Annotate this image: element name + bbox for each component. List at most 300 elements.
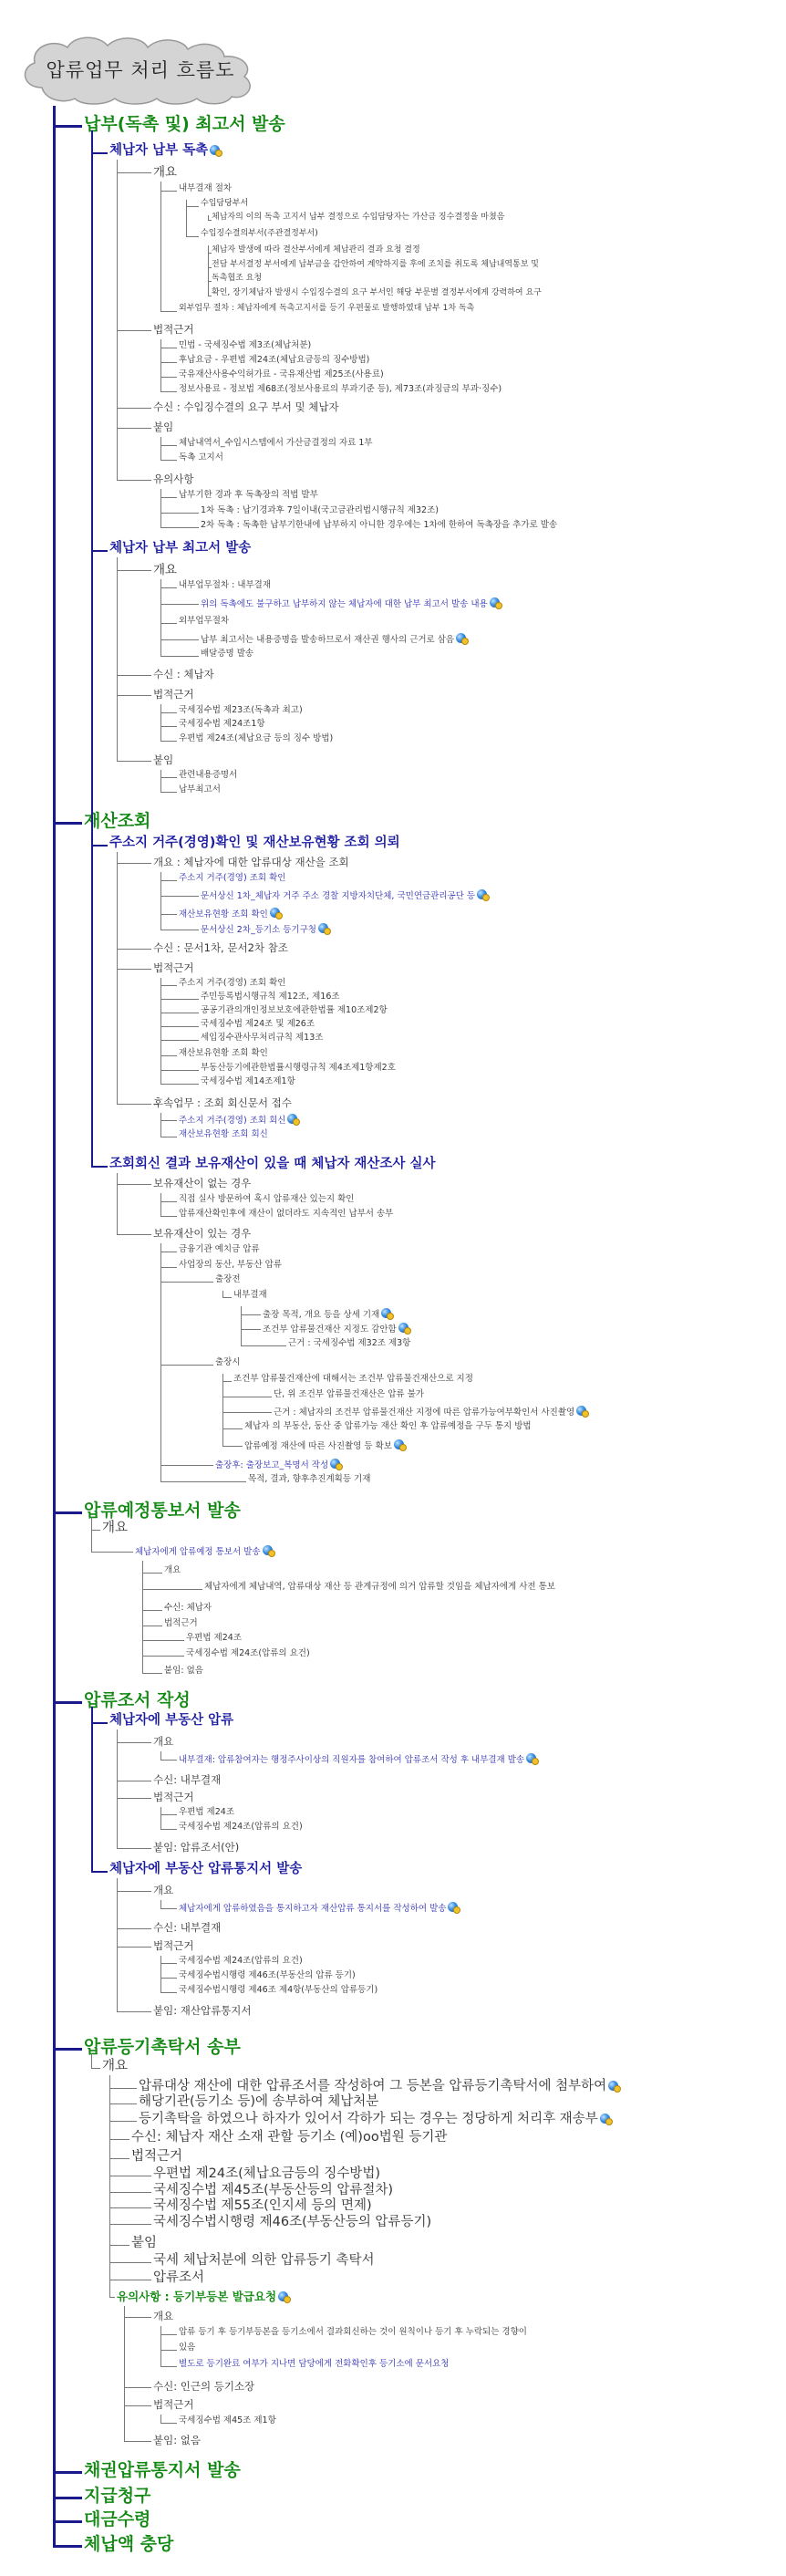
branch-connector-line <box>117 480 151 481</box>
branch-connector-line <box>160 704 161 741</box>
branch-connector-line <box>160 741 177 742</box>
branch-connector-line <box>109 2088 137 2089</box>
node-n35 <box>179 706 303 715</box>
node-label: 체납자에게 체납내역, 압류대상 재산 등 관계규정에 의거 압류할 것임을 체납자에게 사전 통보 <box>204 1582 555 1592</box>
node-n126 <box>179 2343 195 2353</box>
node-label: 붙임 <box>153 421 174 433</box>
node-label: 국세징수법 제24조1항 <box>179 719 265 729</box>
node-label: 문서상신 1차_체납자 거주 주소 경찰 지방자치단체, 국민연금관리공단 등 <box>201 891 476 901</box>
node-n74 <box>233 1375 473 1384</box>
branch-connector-line <box>160 1751 161 1760</box>
node-n124 <box>153 2311 173 2322</box>
branch-connector-line <box>160 182 161 311</box>
branch-connector-line <box>117 160 118 480</box>
node-n112 <box>139 2095 378 2110</box>
node-n102 <box>179 1902 458 1914</box>
branch-connector-line <box>91 1517 92 1552</box>
branch-connector-line <box>117 949 151 950</box>
node-n90 <box>164 1667 203 1676</box>
globe-icon[interactable] <box>270 908 280 918</box>
node-label: 우편법 제24조(체납요금등의 징수방법) <box>153 2166 381 2181</box>
node-n3 <box>153 166 177 180</box>
node-n43 <box>153 857 349 868</box>
node-n62 <box>153 1178 251 1189</box>
globe-icon[interactable] <box>330 1459 340 1469</box>
node-label: 붙임: 재산압류통지서 <box>153 2004 252 2017</box>
branch-connector-line <box>91 130 93 1166</box>
node-label: 개요 <box>153 1735 174 1748</box>
node-label: 출장시 <box>215 1357 241 1367</box>
node-n99 <box>153 1842 239 1854</box>
node-n113 <box>139 2113 610 2127</box>
node-label: 압류재산확인후에 재산이 없더라도 지속적인 납부서 송부 <box>179 1209 394 1219</box>
node-label: 후속업무 : 조회 회신문서 접수 <box>153 1096 292 1109</box>
node-label: 체납자에게 압류예정 통보서 발송 <box>135 1547 261 1557</box>
node-label: 붙임: 없음 <box>164 1666 203 1676</box>
branch-connector-line <box>117 428 151 429</box>
node-n49 <box>153 962 193 974</box>
branch-connector-line <box>109 2224 151 2225</box>
node-n65 <box>153 1228 251 1240</box>
branch-connector-line <box>160 999 199 1000</box>
branch-connector-line <box>222 1428 243 1429</box>
node-n51 <box>201 992 340 1002</box>
node-n56 <box>201 1064 396 1073</box>
node-label: 체납자 의 부동산, 동산 중 압류가능 재산 확인 후 압류예정을 구두 통지 방법 <box>244 1421 532 1431</box>
node-label: 주소지 거주(경영) 조회 확인 <box>179 978 286 988</box>
node-n64 <box>179 1210 393 1219</box>
node-n22 <box>153 473 193 485</box>
branch-connector-line <box>160 1201 177 1202</box>
node-label: 확인, 장기체납자 발생시 수입징수결의 요구 부서인 해당 부문별 결정부서에게 강력하여 요구 <box>212 288 542 297</box>
branch-connector-line <box>208 215 209 220</box>
globe-icon[interactable] <box>576 1406 586 1416</box>
globe-icon[interactable] <box>263 1545 273 1555</box>
node-label: 개요 <box>153 2310 174 2322</box>
node-label: 내부업무절차 : 내부결재 <box>179 580 272 590</box>
node-n80 <box>248 1475 370 1484</box>
node-n41 <box>84 812 150 831</box>
node-label: 국세징수법 제45조(부동산등의 압류절차) <box>153 2183 394 2197</box>
node-label: 국세징수법 제24조 및 제26조 <box>201 1019 315 1029</box>
node-n39 <box>179 771 237 780</box>
branch-connector-line <box>91 1871 108 1873</box>
branch-connector-line <box>117 863 151 864</box>
branch-connector-line <box>117 1173 118 1234</box>
branch-connector-line <box>142 1589 202 1590</box>
branch-connector-line <box>160 896 199 897</box>
globe-icon[interactable] <box>490 597 500 608</box>
node-n117 <box>153 2184 393 2198</box>
branch-connector-line <box>109 2297 115 2298</box>
branch-connector-line <box>109 2262 151 2263</box>
node-label: 법적근거 <box>153 1939 194 1952</box>
node-n106 <box>179 1971 356 1980</box>
node-n45 <box>201 889 487 901</box>
node-n103 <box>153 1922 221 1934</box>
node-n71 <box>263 1323 409 1335</box>
branch-connector-line <box>160 1070 199 1071</box>
node-label: 개요 <box>102 2059 129 2073</box>
node-label: 수신: 체납자 재산 소재 관할 등기소 (예)oo법원 등기관 <box>131 2130 448 2145</box>
node-label: 납부(독촉 및) 최고서 발송 <box>84 114 285 134</box>
node-label: 대금수령 <box>84 2509 151 2529</box>
node-label: 수신: 내부결재 <box>153 1773 222 1786</box>
branch-connector-line <box>160 377 177 378</box>
branch-connector-line <box>109 2103 137 2104</box>
node-n135 <box>84 2535 173 2554</box>
node-n114 <box>131 2131 447 2145</box>
globe-icon[interactable] <box>398 1323 409 1333</box>
node-n125 <box>179 2328 527 2337</box>
node-n18 <box>153 401 339 413</box>
node-label: 단, 위 조건부 압류물건재산은 압류 불가 <box>274 1389 424 1399</box>
node-n94 <box>179 1753 536 1765</box>
globe-icon[interactable] <box>394 1439 404 1449</box>
globe-icon[interactable] <box>287 1114 297 1124</box>
node-n83 <box>135 1545 273 1557</box>
globe-icon[interactable] <box>600 2114 610 2124</box>
branch-connector-line <box>117 1878 118 2011</box>
branch-connector-line <box>160 656 199 657</box>
branch-connector-line <box>142 1673 162 1674</box>
globe-icon[interactable] <box>456 633 466 643</box>
node-label: 출장후: 출장보고_복명서 작성 <box>215 1460 329 1470</box>
branch-connector-line <box>91 1707 93 1871</box>
node-n96 <box>153 1792 193 1803</box>
node-n79 <box>215 1459 340 1470</box>
branch-connector-line <box>91 845 108 847</box>
node-label: 법적근거 <box>153 2398 194 2411</box>
branch-connector-line <box>109 2139 129 2140</box>
node-n58 <box>153 1097 292 1109</box>
branch-connector-line <box>142 1561 143 1673</box>
branch-connector-line <box>160 623 177 624</box>
node-n13 <box>153 324 193 336</box>
node-label: 법적근거 <box>164 1618 198 1628</box>
node-n76 <box>274 1406 586 1418</box>
node-n84 <box>164 1566 181 1575</box>
node-n129 <box>153 2399 193 2411</box>
node-label: 주소지 거주(경영) 조회 확인 <box>179 873 286 883</box>
branch-connector-line <box>160 489 161 527</box>
branch-connector-line <box>124 2387 151 2388</box>
node-n105 <box>179 1957 303 1966</box>
node-label: 압류예정통보서 발송 <box>84 1501 241 1521</box>
branch-connector-line <box>160 1120 177 1121</box>
node-n10 <box>212 275 262 284</box>
branch-connector-line <box>241 1345 286 1346</box>
globe-icon[interactable] <box>278 2291 288 2301</box>
branch-connector-line <box>117 1848 151 1849</box>
node-label: 출장 목적, 개요 등을 상세 기재 <box>263 1310 380 1320</box>
node-n85 <box>204 1583 555 1592</box>
branch-connector-line <box>160 978 161 1084</box>
branch-connector-line <box>109 2158 129 2159</box>
node-label: 붙임: 없음 <box>153 2434 201 2446</box>
branch-connector-line <box>160 639 199 640</box>
branch-connector-line <box>160 2366 177 2367</box>
node-n47 <box>201 923 328 935</box>
node-label: 재산보유현황 조회 확인 <box>179 909 268 919</box>
node-n88 <box>186 1634 242 1643</box>
node-label: 지급청구 <box>84 2486 151 2506</box>
node-label: 국세징수법시행령 제46조(부동산의 압류 등기) <box>179 1970 356 1980</box>
branch-connector-line <box>117 570 151 571</box>
node-label: 붙임: 압류조서(안) <box>153 1841 240 1854</box>
branch-connector-line <box>160 726 177 727</box>
node-n98 <box>179 1823 303 1832</box>
node-n1 <box>84 115 285 134</box>
node-n67 <box>179 1261 282 1270</box>
node-n95 <box>153 1774 221 1786</box>
node-label: 독촉 고지서 <box>179 452 223 462</box>
node-label: 체납자에게 압류하였음을 통지하고자 재산압류 통지서를 작성하여 발송 <box>179 1904 447 1914</box>
branch-connector-line <box>241 1329 261 1330</box>
branch-connector-line <box>53 822 82 825</box>
branch-connector-line <box>142 1640 184 1641</box>
node-label: 등기촉탁을 하였으나 하자가 있어서 각하가 되는 경우는 정당하게 처리후 재송부 <box>139 2112 598 2126</box>
node-label: 압류예정 재산에 따른 사진촬영 등 확보 <box>244 1441 392 1451</box>
branch-connector-line <box>142 1656 184 1657</box>
branch-connector-line <box>160 579 161 656</box>
branch-connector-line <box>160 1026 199 1027</box>
node-n55 <box>179 1049 268 1058</box>
node-n32 <box>201 649 253 659</box>
node-n37 <box>179 734 333 743</box>
node-label: 2차 독촉 : 독촉한 납부기한내에 납부하지 아니한 경우에는 1차에 한하여 독촉장을 추가로 발송 <box>201 520 558 530</box>
node-label: 재산보유현황 조회 회신 <box>179 1129 268 1139</box>
node-label: 국세징수법 제14조제1항 <box>201 1076 295 1086</box>
node-label: 수신 : 문서1차, 문서2차 참조 <box>153 941 288 954</box>
node-n24 <box>201 506 439 515</box>
node-n115 <box>131 2150 182 2165</box>
branch-connector-line <box>117 408 151 409</box>
branch-connector-line <box>124 2317 151 2318</box>
node-n4 <box>179 184 232 193</box>
branch-connector-line <box>124 2405 151 2406</box>
globe-icon[interactable] <box>477 889 487 899</box>
node-label: 수입징수결의부서(주관결정부서) <box>201 229 318 238</box>
branch-connector-line <box>160 2423 177 2424</box>
node-label: 납부최고서 <box>179 784 221 795</box>
node-label: 납부 최고서는 내용증명을 발송하므로서 재산권 행사의 근거로 삼음 <box>201 635 455 645</box>
branch-connector-line <box>109 2207 151 2208</box>
branch-connector-line <box>53 2471 82 2474</box>
branch-connector-line <box>160 445 177 446</box>
branch-connector-line <box>117 969 151 970</box>
node-n89 <box>186 1649 310 1658</box>
branch-connector-line <box>53 125 82 128</box>
node-label: 국세징수법시행령 제46조 제4항(부동산의 압류등기) <box>179 1985 378 1995</box>
node-label: 법적근거 <box>153 961 194 974</box>
branch-connector-line <box>208 245 209 296</box>
branch-connector-line <box>160 1216 177 1217</box>
node-n40 <box>179 785 221 795</box>
branch-connector-line <box>160 1908 177 1909</box>
node-label: 국세 체납처분에 의한 압류등기 촉탁서 <box>153 2253 375 2268</box>
node-n133 <box>84 2487 150 2506</box>
node-label: 개요 <box>153 165 178 180</box>
node-n92 <box>109 1714 233 1729</box>
branch-connector-line <box>117 695 151 696</box>
node-n61 <box>109 1158 436 1172</box>
node-n34 <box>153 689 193 701</box>
branch-connector-line <box>222 1374 223 1446</box>
branch-connector-line <box>222 1412 272 1413</box>
node-n54 <box>201 1034 323 1043</box>
node-n91 <box>84 1691 191 1710</box>
branch-connector-line <box>160 1267 177 1268</box>
node-label: 붙임 <box>153 753 174 766</box>
node-label: 체납자에 부동산 압류통지서 발송 <box>109 1862 303 1876</box>
branch-connector-line <box>53 2048 82 2051</box>
node-n116 <box>153 2167 380 2182</box>
globe-icon[interactable] <box>210 145 220 155</box>
node-n26 <box>109 542 251 556</box>
node-label: 우편법 제24조 <box>179 1807 234 1817</box>
branch-connector-line <box>117 1742 151 1743</box>
globe-icon[interactable] <box>381 1308 391 1318</box>
branch-connector-line <box>160 1193 161 1216</box>
branch-connector-line <box>117 1104 151 1105</box>
node-n52 <box>201 1006 388 1015</box>
node-n110 <box>102 2060 128 2074</box>
node-label: 주민등록법시행규칙 제12조, 제16조 <box>201 992 340 1002</box>
branch-connector-line <box>160 880 177 881</box>
node-n38 <box>153 754 173 766</box>
branch-connector-line <box>160 2350 177 2351</box>
node-label: 체납자 납부 최고서 발송 <box>109 541 252 556</box>
node-n28 <box>179 581 271 590</box>
branch-connector-line <box>142 1573 162 1574</box>
node-label: 공공기관의개인정보보호에관한법률 제10조제2항 <box>201 1005 388 1015</box>
node-n72 <box>288 1339 410 1348</box>
node-n30 <box>179 617 229 626</box>
node-n109 <box>84 2038 241 2057</box>
branch-connector-line <box>117 172 151 173</box>
node-label: 조건부 압류물건재산에 대해서는 조건부 압류물건재산으로 지정 <box>233 1374 473 1384</box>
branch-connector-line <box>117 1891 151 1892</box>
branch-connector-line <box>241 1314 261 1315</box>
node-label: 우편법 제24조(체납요금 등의 징수 방법) <box>179 733 334 743</box>
node-label: 조회회신 결과 보유재산이 있을 때 체납자 재산조사 실사 <box>109 1157 436 1171</box>
node-n60 <box>179 1130 268 1139</box>
globe-icon[interactable] <box>608 2081 618 2091</box>
branch-connector-line <box>160 985 177 986</box>
branch-connector-line <box>91 550 108 552</box>
node-n16 <box>179 370 384 379</box>
branch-connector-line <box>160 1760 177 1761</box>
node-n6 <box>212 213 504 223</box>
node-label: 법적근거 <box>131 2149 183 2164</box>
node-label: 전담 부서결정 부서에게 납부금을 감안하여 계약하지를 후에 조치를 취도록 체납내역통보 및 <box>212 260 539 269</box>
branch-connector-line <box>142 1610 162 1611</box>
node-n57 <box>201 1077 295 1086</box>
node-n81 <box>84 1501 241 1521</box>
branch-connector-line <box>91 1530 100 1531</box>
node-label: 조건부 압류물건재산 지정도 감안함 <box>263 1324 397 1335</box>
node-n7 <box>201 230 318 239</box>
node-n44 <box>179 874 285 883</box>
node-label: 유의사항 <box>153 473 194 485</box>
node-label: 체납자 발생에 따라 결산부서에게 체납관리 결과 요청 결정 <box>212 245 420 254</box>
branch-connector-line <box>160 2334 177 2335</box>
node-label: 개요 : 체납자에 대한 압류대상 재산을 조회 <box>153 856 349 868</box>
branch-connector-line <box>160 527 199 528</box>
node-label: 우편법 제24조 <box>186 1633 242 1643</box>
node-label: 해당기관(등기소 등)에 송부하여 체납처분 <box>139 2094 379 2109</box>
branch-connector-line <box>160 712 177 713</box>
node-n120 <box>131 2237 157 2251</box>
node-n87 <box>164 1619 198 1628</box>
node-label: 개요 <box>153 563 178 577</box>
branch-connector-line <box>91 1552 133 1553</box>
node-label: 직접 실사 방문하여 혹시 압류재산 있는지 확인 <box>179 1194 355 1204</box>
globe-icon[interactable] <box>448 1902 458 1912</box>
node-n119 <box>153 2216 431 2230</box>
node-n20 <box>179 439 373 448</box>
branch-connector-line <box>109 2121 137 2122</box>
node-label: 외부업무 절차 : 체납자에게 독촉고지서를 등기 우편물로 발행하였대 납부 1차 독촉 <box>179 304 475 313</box>
node-n70 <box>263 1308 391 1320</box>
node-label: 별도로 등기완료 여부가 지나면 담당에게 전화확인후 등기소에 문서요청 <box>179 2359 450 2369</box>
branch-connector-line <box>117 330 151 331</box>
node-label: 법적근거 <box>153 688 194 701</box>
node-label: 국세징수법시행령 제46조(부동산등의 압류등기) <box>153 2215 432 2229</box>
branch-connector-line <box>160 1814 177 1815</box>
node-n107 <box>179 1986 377 1995</box>
node-label: 재산보유현황 조회 확인 <box>179 1048 268 1058</box>
node-n8 <box>212 246 420 255</box>
node-label: 1차 독촉 : 납기경과후 7일이내(국고금관리법시행규칙 제32조) <box>201 505 439 515</box>
node-n48 <box>153 942 288 954</box>
node-label: 법적근거 <box>153 1791 194 1803</box>
node-label: 압류조서 작성 <box>84 1690 191 1710</box>
branch-connector-line <box>186 200 187 236</box>
branch-connector-line <box>160 1992 177 1993</box>
branch-connector-line <box>160 1481 246 1482</box>
node-n63 <box>179 1195 354 1204</box>
node-n59 <box>179 1114 297 1126</box>
node-n46 <box>179 908 280 919</box>
node-label: 수신 : 수입징수결의 요구 부서 및 체납자 <box>153 400 339 413</box>
node-n36 <box>179 720 265 729</box>
globe-icon[interactable] <box>318 923 328 933</box>
node-label: 관련내용증명서 <box>179 770 238 780</box>
node-label: 압류등기촉탁서 송부 <box>84 2037 241 2057</box>
branch-connector-line <box>160 362 177 363</box>
branch-connector-line <box>222 1446 243 1447</box>
branch-connector-line <box>53 1511 82 1514</box>
globe-icon[interactable] <box>526 1753 536 1763</box>
branch-connector-line <box>160 792 177 793</box>
node-label: 체납자의 이의 독촉 고지서 납부 결정으로 수입담당자는 가산금 징수결정을 마쳤음 <box>212 213 505 222</box>
branch-connector-line <box>117 1798 151 1799</box>
node-n127 <box>179 2360 449 2369</box>
node-n42 <box>109 836 400 851</box>
branch-connector-line <box>160 1282 213 1283</box>
branch-connector-line <box>222 1381 232 1382</box>
node-label: 압류 등기 후 등기부등본을 등기소에서 결과회신하는 것이 원칙이나 등기 후 누락되는 경향이 <box>179 2327 527 2337</box>
branch-connector-line <box>109 2075 110 2297</box>
node-label: 배달증명 발송 <box>201 649 254 659</box>
node-label: 수신: 내부결재 <box>153 1921 222 1934</box>
branch-connector-line <box>91 1722 108 1724</box>
branch-connector-line <box>91 152 108 154</box>
branch-connector-line <box>186 206 199 207</box>
branch-connector-line <box>53 1701 82 1704</box>
